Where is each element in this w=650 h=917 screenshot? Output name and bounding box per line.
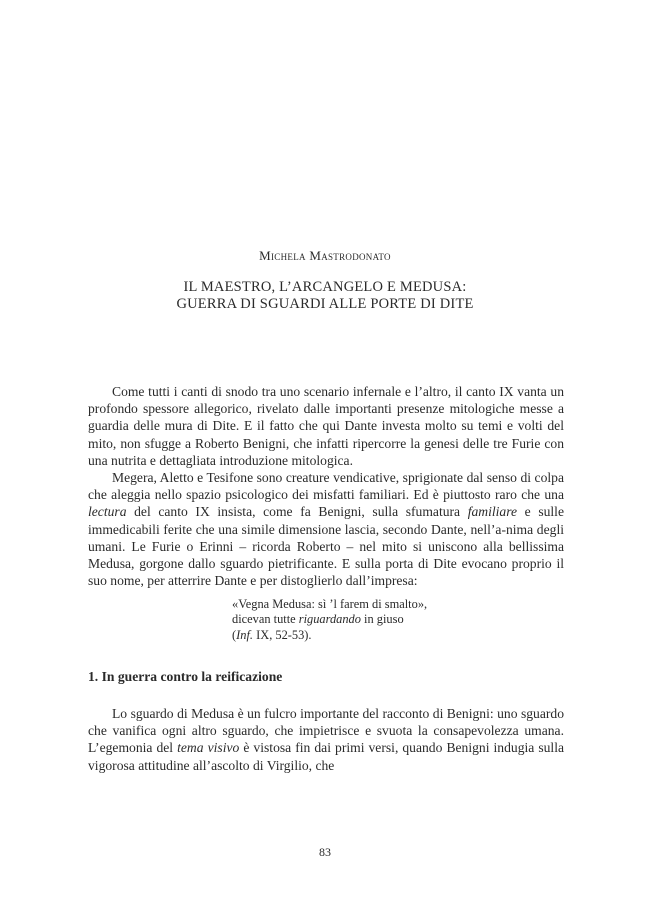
paragraph-1 bbox=[88, 383, 564, 469]
block-quote bbox=[232, 597, 532, 643]
chapter-title bbox=[60, 279, 590, 313]
quote-line-1: «Vegna Medusa: sì ’l farem di smalto», bbox=[232, 597, 428, 611]
quote-line-2 bbox=[232, 612, 532, 627]
page-number: 83 bbox=[319, 845, 331, 859]
quote-line-2-emphasis: riguardando bbox=[298, 612, 361, 627]
chapter-title-line-2: GUERRA DI SGUARDI ALLE PORTE DI DITE bbox=[176, 296, 474, 312]
paragraph-2-part-3: e sulle immedicabili ferite che una simile dimensione lascia, secondo Dante, nell’a-nima degli umani. Le Furie o Erinni – ricorda Roberto – nel mito si uniscono alla bellissima Medusa, gorgone dallo sguardo pietrificante. E sulla porta di Dite evocano proprio il suo nome, per atterrire Dante e per distoglierlo dall’impresa: bbox=[88, 504, 564, 589]
quote-line-2-a: dicevan tutte bbox=[232, 612, 299, 627]
paragraph-3-part-2: è vistosa fin dai primi versi, quando Benigni indugia sulla vigorosa attitudine all’ascolto di Virgilio, che bbox=[88, 740, 565, 773]
quote-line-2-b: in giuso bbox=[360, 612, 404, 627]
quote-citation-rest: IX, 52-53). bbox=[253, 627, 312, 642]
section-heading: 1. In guerra contro la reificazione bbox=[88, 669, 283, 684]
paragraph-2-part-2: del canto IX insista, come fa Benigni, sulla sfumatura bbox=[126, 504, 468, 520]
quote-citation-emphasis: Inf. bbox=[236, 627, 254, 642]
paragraph-1-text: Come tutti i canti di snodo tra uno scenario infernale e l’altro, il canto IX vanta un profondo spessore allegorico, rivelato dalle importanti presenze mitologiche messe a guardia delle mura di Dite. E il fatto che qui Dante investa molto su temi e volti del mito, non sfugge a Roberto Benigni, che infatti ripercorre la genesi delle tre Furie con una nutrita e dettagliata introduzione mitologica. bbox=[88, 384, 564, 468]
paragraph-2-emphasis-1: lectura bbox=[88, 504, 127, 520]
chapter-title-line-1: IL MAESTRO, L’ARCANGELO E MEDUSA: bbox=[183, 279, 467, 295]
paragraph-3-emphasis-1: tema visivo bbox=[177, 740, 240, 756]
paragraph-2-part-1: Megera, Aletto e Tesifone sono creature vendicative, sprigionate dal senso di colpa che aleggia nello spazio psicologico dei misfatti familiari. Ed è piuttosto raro che una bbox=[88, 470, 564, 503]
paragraph-3 bbox=[88, 705, 564, 774]
author-name: Michela Mastrodonato bbox=[259, 248, 391, 263]
paragraph-2-emphasis-2: familiare bbox=[467, 504, 518, 520]
quote-citation bbox=[232, 628, 532, 643]
paragraph-3-part-1: Lo sguardo di Medusa è un fulcro importante del racconto di Benigni: uno sguardo che vanifica ogni altro sguardo, che impietrisce e svuota la consapevolezza umana. L’egemonia del bbox=[88, 706, 564, 756]
paragraph-2 bbox=[88, 469, 564, 589]
paragraph-2-text bbox=[88, 469, 564, 589]
quote-citation-open: ( bbox=[232, 627, 237, 642]
paragraph-3-text bbox=[88, 705, 564, 774]
